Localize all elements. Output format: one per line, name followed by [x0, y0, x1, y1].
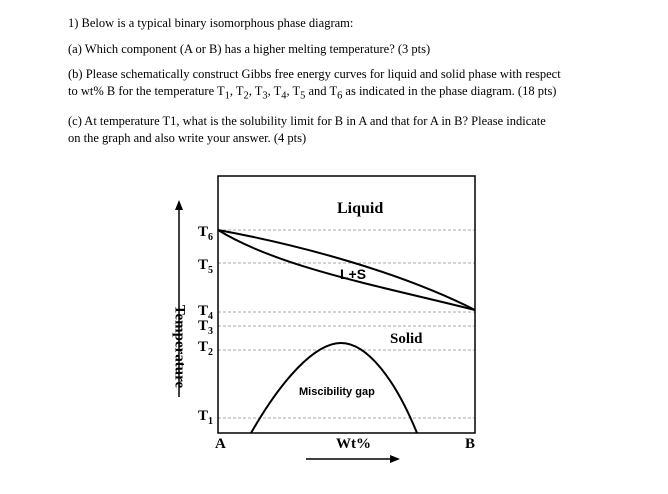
question-b-line2-start: to wt% B for the temperature T [68, 84, 225, 98]
question-c-line2: on the graph and also write your answer. (4 pts) [68, 131, 307, 145]
inline-t1-sub: 1 [224, 90, 230, 102]
region-liquid: Liquid [337, 200, 384, 217]
x-axis-arrowhead [390, 455, 400, 463]
question-a: (a) Which component (A or B) has a higher melting temperature? (3 pts) [68, 42, 431, 56]
inline-t2-sub: 2 [243, 90, 249, 102]
question-b-line1: (b) Please schematically construct Gibbs free energy curves for liquid and solid phase with respect [68, 67, 561, 81]
inline-t3: T [254, 84, 263, 98]
label-t2: $T_2$ [198, 339, 214, 358]
region-miscibility-gap: Miscibility gap [299, 386, 375, 398]
inline-t2: T [235, 84, 244, 98]
region-two-phase: L+S [340, 266, 367, 282]
label-t5: $T_5$ [198, 257, 214, 276]
inline-t5: T [292, 84, 301, 98]
label-t4: $T_4$ [198, 303, 214, 322]
y-axis-arrowhead [175, 200, 183, 210]
region-solid: Solid [390, 331, 423, 347]
label-t3: $T_3$ [198, 318, 214, 337]
x-axis-title: Wt% [336, 436, 371, 452]
inline-t3-sub: 3 [262, 90, 268, 102]
question-b: (b) Please schematically construct Gibbs free energy curves for liquid and solid phase with respect to wt% B for the temperature $T_1$, $T_2$, $T_3$, $T_4$, $T_5$ and $T_6$ as indicated in the phase diagram. (18 pts) [68, 67, 561, 102]
inline-t6-sub: 6 [337, 90, 343, 102]
inline-t6: T [329, 84, 338, 98]
y-axis-title: Temperature [171, 304, 188, 389]
question-intro: 1) Below is a typical binary isomorphous phase diagram: [68, 16, 354, 30]
question-b-line2-end: as indicated in the phase diagram. (18 pts) [342, 84, 557, 98]
component-b-label: B [465, 436, 476, 452]
inline-t5-sub: 5 [300, 90, 306, 102]
component-a-label: A [215, 436, 226, 452]
question-c-line1: (c) At temperature T1, what is the solubility limit for B in A and that for A in B? Please indicate [68, 114, 546, 128]
label-t6: $T_6$ [198, 224, 214, 243]
inline-t4-sub: 4 [281, 90, 287, 102]
label-t1: $T_1$ [198, 408, 214, 427]
inline-t4: T [273, 84, 282, 98]
